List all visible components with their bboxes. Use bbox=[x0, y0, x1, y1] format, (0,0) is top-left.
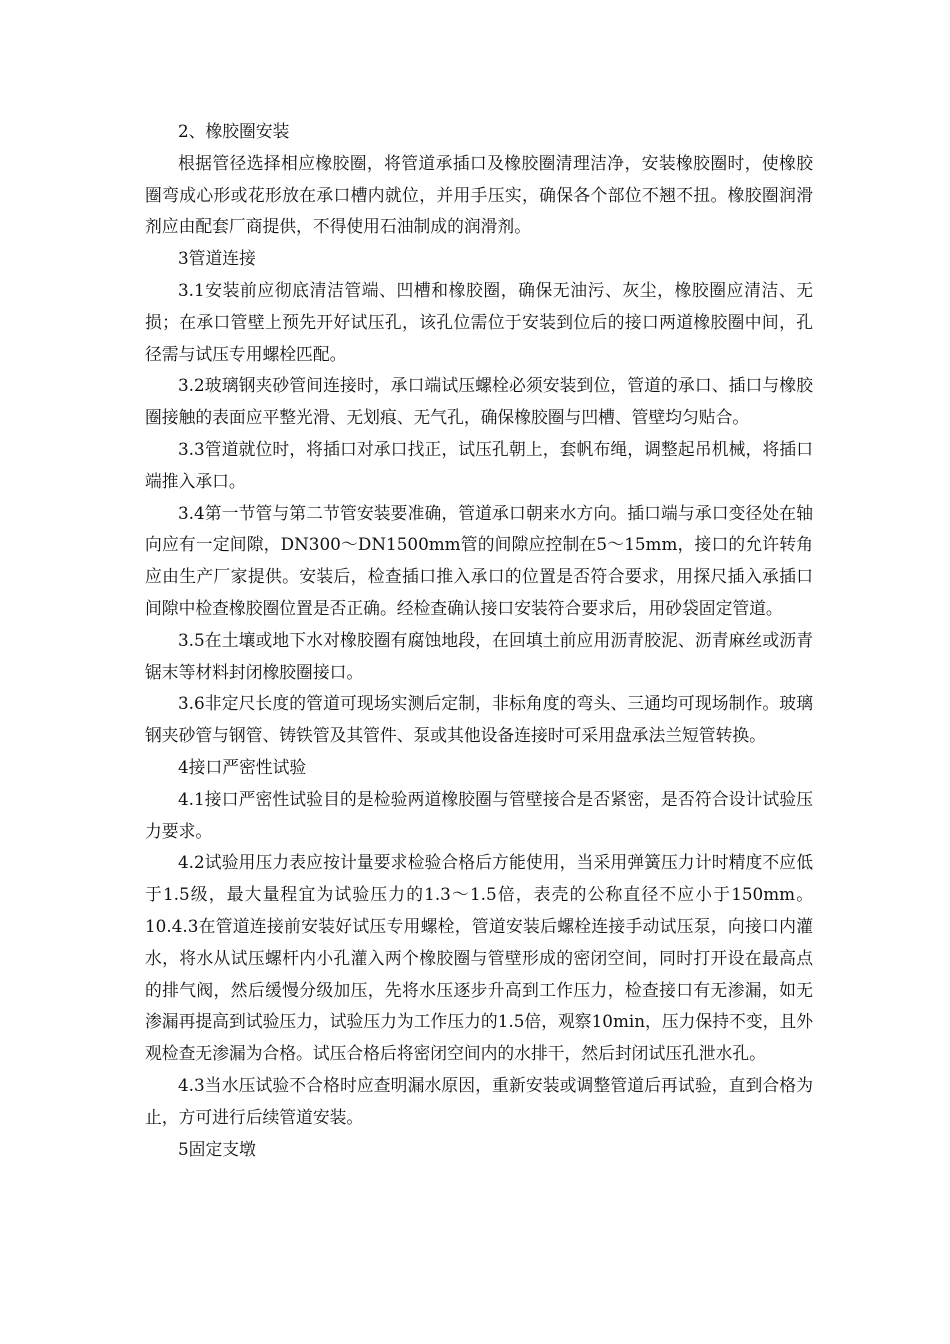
heading-joint-tightness-test: 4接口严密性试验 bbox=[178, 756, 307, 777]
paragraph-3-1: 3.1安装前应彻底清洁管端、凹槽和橡胶圈，确保无油污、灰尘，橡胶圈应清洁、无损；在承口管壁上预先开好试压孔，该孔位需位于安装到位后的接口两道橡胶圈中间，孔径需与试压专用螺栓匹配。 bbox=[145, 279, 813, 364]
paragraph-4-1: 4.1接口严密性试验目的是检验两道橡胶圈与管壁接合是否紧密，是否符合设计试验压力要求。 bbox=[145, 788, 813, 841]
paragraph-3-4: 3.4第一节管与第二节管安装要准确，管道承口朝来水方向。插口端与承口变径处在轴向应有一定间隙，DN300～DN1500mm管的间隙应控制在5～15mm，接口的允许转角应由生产厂家提供。安装后，检查插口推入承口的位置是否符合要求，用探尺插入承插口间隙中检查橡胶圈位置是否正确。经检查确认接口安装符合要求后，用砂袋固定管道。 bbox=[145, 502, 813, 618]
document-body bbox=[145, 116, 813, 1165]
paragraph-4-2: 4.2试验用压力表应按计量要求检验合格后方能使用，当采用弹簧压力计时精度不应低于1.5级，最大量程宜为试验压力的1.3～1.5倍，表壳的公称直径不应小于150mm。10.4.3在管道连接前安装好试压专用螺栓，管道安装后螺栓连接手动试压泵，向接口内灌水，将水从试压螺杆内小孔灌入两个橡胶圈与管壁形成的密闭空间，同时打开设在最高点的排气阀，然后缓慢分级加压，先将水压逐步升高到工作压力，检查接口有无渗漏，如无渗漏再提高到试验压力，试验压力为工作压力的1.5倍，观察10min，压力保持不变，且外观检查无渗漏为合格。试压合格后将密闭空间内的水排干，然后封闭试压孔泄水孔。 bbox=[145, 852, 813, 1064]
paragraph-rubber-ring: 根据管径选择相应橡胶圈，将管道承插口及橡胶圈清理洁净，安装橡胶圈时，使橡胶圈弯成心形或花形放在承口槽内就位，并用手压实，确保各个部位不翘不扭。橡胶圈润滑剂应由配套厂商提供，不得使用石油制成的润滑剂。 bbox=[145, 152, 813, 237]
heading-fixed-support: 5固定支墩 bbox=[178, 1138, 256, 1159]
paragraph-4-3: 4.3当水压试验不合格时应查明漏水原因，重新安装或调整管道后再试验，直到合格为止，方可进行后续管道安装。 bbox=[145, 1074, 813, 1127]
paragraph-3-5: 3.5在土壤或地下水对橡胶圈有腐蚀地段，在回填土前应用沥青胶泥、沥青麻丝或沥青锯末等材料封闭橡胶圈接口。 bbox=[145, 629, 813, 682]
paragraph-3-6: 3.6非定尺长度的管道可现场实测后定制，非标角度的弯头、三通均可现场制作。玻璃钢夹砂管与钢管、铸铁管及其管件、泵或其他设备连接时可采用盘承法兰短管转换。 bbox=[145, 693, 813, 746]
paragraph-3-3: 3.3管道就位时，将插口对承口找正，试压孔朝上，套帆布绳，调整起吊机械，将插口端推入承口。 bbox=[145, 438, 813, 491]
paragraph-3-2: 3.2玻璃钢夹砂管间连接时，承口端试压螺栓必须安装到位，管道的承口、插口与橡胶圈接触的表面应平整光滑、无划痕、无气孔，确保橡胶圈与凹槽、管壁均匀贴合。 bbox=[145, 375, 813, 428]
heading-pipe-connection: 3管道连接 bbox=[178, 248, 256, 269]
heading-rubber-ring-installation: 2、橡胶圈安装 bbox=[178, 121, 290, 141]
